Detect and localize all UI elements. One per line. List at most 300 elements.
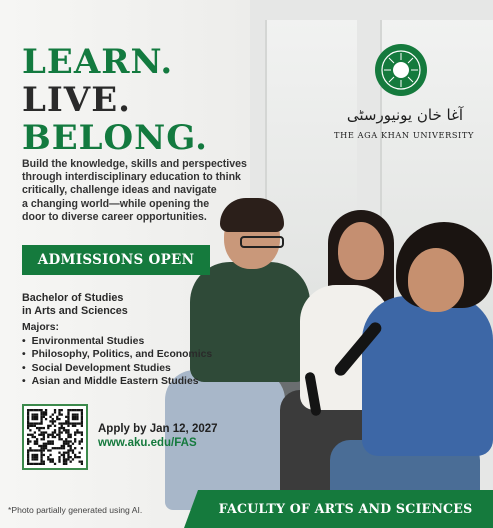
qr-module — [67, 456, 69, 458]
intro-line: door to diverse career opportunities. — [22, 210, 207, 223]
qr-module — [49, 454, 51, 456]
qr-module — [29, 463, 31, 465]
qr-module — [61, 454, 63, 456]
qr-module — [27, 422, 29, 424]
photo-student-1-glasses — [240, 236, 284, 248]
qr-module — [67, 425, 69, 427]
qr-module — [40, 422, 42, 424]
photo-student-3-shirt — [362, 296, 493, 456]
qr-module — [76, 429, 78, 431]
qr-module — [65, 443, 67, 445]
qr-module — [27, 440, 29, 442]
aku-seal-svg — [374, 43, 428, 97]
qr-module — [81, 463, 83, 465]
qr-module — [79, 456, 81, 458]
qr-module — [40, 447, 42, 449]
qr-module — [67, 434, 69, 436]
qr-module — [56, 434, 58, 436]
qr-module — [31, 425, 33, 427]
qr-module — [58, 431, 60, 433]
qr-module — [52, 443, 54, 445]
qr-module — [81, 461, 83, 463]
qr-module — [61, 447, 63, 449]
qr-module — [49, 440, 51, 442]
qr-module — [74, 454, 76, 456]
intro-line: Build the knowledge, skills and perspectives — [22, 158, 247, 170]
qr-module — [34, 454, 36, 456]
qr-module — [29, 422, 31, 424]
qr-module — [54, 431, 56, 433]
qr-module — [43, 436, 45, 438]
qr-module — [27, 452, 29, 454]
qr-module — [65, 458, 67, 460]
qr-module — [40, 420, 42, 422]
qr-module — [67, 440, 69, 442]
qr-module — [45, 409, 47, 411]
qr-module — [45, 413, 47, 415]
qr-module — [36, 409, 38, 411]
qr-module — [63, 456, 65, 458]
qr-module — [81, 413, 83, 415]
qr-module — [43, 427, 45, 429]
qr-module — [27, 427, 29, 429]
qr-module — [47, 425, 49, 427]
qr-module — [36, 416, 38, 418]
qr-module — [67, 429, 69, 431]
admissions-open-banner: ADMISSIONS OPEN — [22, 245, 210, 275]
qr-module — [34, 425, 36, 427]
intro-line: a changing world—while opening the — [22, 197, 210, 210]
qr-module — [81, 418, 83, 420]
website-link[interactable]: www.aku.edu/FAS — [98, 437, 197, 449]
qr-module — [49, 449, 51, 451]
qr-module — [81, 425, 83, 427]
qr-code[interactable] — [22, 404, 88, 470]
qr-module — [52, 458, 54, 460]
photo-student-2-head — [338, 222, 384, 280]
qr-module — [74, 440, 76, 442]
qr-module — [54, 420, 56, 422]
qr-module — [43, 411, 45, 413]
qr-module — [81, 434, 83, 436]
intro-line: through interdisciplinary education to think — [22, 171, 241, 184]
qr-module — [34, 413, 36, 415]
qr-module — [70, 440, 72, 442]
qr-module — [38, 409, 40, 411]
qr-module — [58, 436, 60, 438]
qr-module — [29, 434, 31, 436]
qr-module — [54, 411, 56, 413]
majors-list — [22, 335, 212, 389]
qr-module — [72, 413, 74, 415]
qr-module — [43, 438, 45, 440]
qr-module — [65, 463, 67, 465]
qr-module — [70, 456, 72, 458]
qr-module — [40, 434, 42, 436]
qr-module — [52, 436, 54, 438]
major-item: • Asian and Middle Eastern Studies — [22, 375, 212, 388]
faculty-footer: FACULTY OF ARTS AND SCIENCES — [198, 490, 493, 528]
qr-module — [49, 461, 51, 463]
qr-module — [76, 418, 78, 420]
qr-module — [27, 418, 29, 420]
qr-module — [61, 422, 63, 424]
major-item: • Environmental Studies — [22, 335, 212, 348]
photo-disclaimer: *Photo partially generated using AI. — [8, 505, 143, 515]
qr-module — [65, 420, 67, 422]
qr-module — [40, 458, 42, 460]
qr-module — [40, 463, 42, 465]
qr-module — [40, 416, 42, 418]
qr-module — [52, 420, 54, 422]
qr-module — [67, 422, 69, 424]
qr-module — [79, 452, 81, 454]
qr-module — [63, 429, 65, 431]
qr-module — [72, 422, 74, 424]
apply-deadline: Apply by Jan 12, 2027 — [98, 423, 218, 435]
qr-module — [63, 463, 65, 465]
photo-student-3-head — [408, 248, 464, 312]
qr-module — [58, 456, 60, 458]
qr-module — [45, 447, 47, 449]
university-name-urdu: آغا خان یونیورسٹی — [346, 106, 464, 124]
qr-module — [79, 443, 81, 445]
qr-module — [36, 418, 38, 420]
qr-module — [67, 416, 69, 418]
qr-module — [36, 454, 38, 456]
qr-module — [47, 443, 49, 445]
qr-module — [67, 454, 69, 456]
qr-module — [38, 427, 40, 429]
qr-module — [40, 413, 42, 415]
qr-module — [76, 422, 78, 424]
qr-module — [70, 461, 72, 463]
qr-module — [31, 409, 33, 411]
qr-module — [65, 440, 67, 442]
qr-module — [58, 409, 60, 411]
qr-module — [34, 431, 36, 433]
qr-module — [81, 440, 83, 442]
qr-module — [61, 409, 63, 411]
major-item: • Social Development Studies — [22, 362, 212, 375]
qr-module — [63, 445, 65, 447]
qr-module — [29, 449, 31, 451]
qr-module — [49, 443, 51, 445]
qr-module — [40, 454, 42, 456]
qr-module — [81, 438, 83, 440]
qr-module — [76, 456, 78, 458]
qr-module — [34, 418, 36, 420]
qr-module — [27, 458, 29, 460]
qr-module — [27, 416, 29, 418]
qr-module — [47, 427, 49, 429]
qr-module — [52, 434, 54, 436]
qr-module — [81, 409, 83, 411]
qr-module — [72, 458, 74, 460]
qr-module — [67, 445, 69, 447]
qr-module — [31, 436, 33, 438]
qr-module — [47, 458, 49, 460]
qr-module — [74, 425, 76, 427]
qr-module — [76, 409, 78, 411]
qr-module — [40, 409, 42, 411]
qr-module — [70, 434, 72, 436]
qr-module — [74, 418, 76, 420]
qr-module — [40, 452, 42, 454]
qr-module — [27, 425, 29, 427]
qr-module — [34, 449, 36, 451]
qr-module — [34, 443, 36, 445]
qr-module — [67, 420, 69, 422]
qr-module — [40, 445, 42, 447]
qr-module — [54, 429, 56, 431]
qr-module — [49, 458, 51, 460]
qr-module — [27, 409, 29, 411]
qr-module — [43, 449, 45, 451]
program-line: in Arts and Sciences — [22, 305, 128, 317]
qr-module — [31, 449, 33, 451]
qr-module — [38, 422, 40, 424]
qr-module — [56, 416, 58, 418]
qr-module — [36, 438, 38, 440]
qr-module — [49, 425, 51, 427]
qr-module — [74, 416, 76, 418]
qr-module — [63, 447, 65, 449]
headline-belong: BELONG. — [22, 118, 208, 158]
qr-module — [38, 434, 40, 436]
qr-code-icon — [27, 409, 83, 465]
qr-module — [54, 409, 56, 411]
qr-module — [72, 409, 74, 411]
qr-module — [31, 434, 33, 436]
qr-module — [34, 436, 36, 438]
qr-module — [34, 458, 36, 460]
qr-module — [27, 443, 29, 445]
qr-module — [81, 416, 83, 418]
qr-module — [61, 425, 63, 427]
qr-module — [38, 449, 40, 451]
qr-module — [27, 461, 29, 463]
qr-module — [40, 449, 42, 451]
qr-module — [67, 409, 69, 411]
qr-module — [36, 413, 38, 415]
qr-module — [65, 429, 67, 431]
majors-label: Majors: — [22, 322, 59, 333]
qr-module — [45, 443, 47, 445]
qr-module — [67, 458, 69, 460]
qr-module — [38, 429, 40, 431]
qr-module — [45, 431, 47, 433]
qr-module — [27, 420, 29, 422]
qr-module — [52, 413, 54, 415]
qr-module — [47, 436, 49, 438]
qr-module — [67, 443, 69, 445]
qr-module — [34, 463, 36, 465]
qr-module — [81, 431, 83, 433]
qr-module — [38, 445, 40, 447]
qr-module — [61, 445, 63, 447]
qr-module — [36, 458, 38, 460]
qr-module — [43, 447, 45, 449]
qr-module — [67, 411, 69, 413]
qr-module — [47, 434, 49, 436]
qr-module — [52, 461, 54, 463]
qr-module — [34, 409, 36, 411]
qr-module — [70, 436, 72, 438]
qr-module — [29, 447, 31, 449]
qr-module — [49, 416, 51, 418]
qr-module — [74, 431, 76, 433]
qr-module — [58, 438, 60, 440]
qr-module — [65, 461, 67, 463]
qr-module — [27, 411, 29, 413]
qr-module — [81, 411, 83, 413]
qr-module — [31, 422, 33, 424]
qr-module — [58, 434, 60, 436]
qr-module — [63, 422, 65, 424]
qr-module — [45, 418, 47, 420]
qr-module — [63, 443, 65, 445]
qr-module — [36, 427, 38, 429]
qr-module — [43, 416, 45, 418]
qr-module — [67, 452, 69, 454]
qr-module — [34, 456, 36, 458]
qr-module — [27, 463, 29, 465]
qr-module — [67, 431, 69, 433]
qr-module — [67, 436, 69, 438]
qr-module — [31, 463, 33, 465]
qr-module — [79, 431, 81, 433]
qr-module — [74, 409, 76, 411]
qr-module — [65, 416, 67, 418]
qr-module — [54, 447, 56, 449]
qr-module — [70, 445, 72, 447]
qr-module — [36, 463, 38, 465]
qr-module — [67, 418, 69, 420]
intro-line: critically, challenge ideas and navigate — [22, 184, 217, 197]
qr-module — [58, 452, 60, 454]
qr-module — [31, 458, 33, 460]
qr-module — [58, 461, 60, 463]
qr-module — [52, 418, 54, 420]
qr-module — [76, 431, 78, 433]
qr-module — [29, 409, 31, 411]
qr-module — [65, 431, 67, 433]
qr-module — [61, 413, 63, 415]
qr-module — [70, 409, 72, 411]
qr-module — [36, 422, 38, 424]
qr-module — [36, 443, 38, 445]
qr-module — [65, 422, 67, 424]
qr-module — [43, 454, 45, 456]
qr-module — [47, 440, 49, 442]
qr-module — [72, 425, 74, 427]
qr-module — [45, 445, 47, 447]
qr-module — [61, 431, 63, 433]
qr-module — [40, 418, 42, 420]
qr-module — [29, 440, 31, 442]
qr-module — [58, 429, 60, 431]
qr-module — [58, 427, 60, 429]
qr-module — [70, 447, 72, 449]
qr-module — [63, 461, 65, 463]
qr-module — [40, 438, 42, 440]
qr-module — [43, 443, 45, 445]
qr-module — [47, 449, 49, 451]
qr-module — [49, 434, 51, 436]
qr-module — [58, 447, 60, 449]
qr-module — [40, 461, 42, 463]
qr-module — [43, 431, 45, 433]
qr-module — [63, 458, 65, 460]
qr-module — [81, 422, 83, 424]
qr-module — [43, 463, 45, 465]
qr-module — [49, 420, 51, 422]
qr-module — [31, 418, 33, 420]
qr-module — [81, 420, 83, 422]
qr-module — [79, 440, 81, 442]
qr-module — [29, 425, 31, 427]
qr-module — [27, 434, 29, 436]
qr-module — [61, 438, 63, 440]
qr-module — [52, 431, 54, 433]
qr-module — [67, 449, 69, 451]
qr-module — [74, 413, 76, 415]
qr-module — [34, 416, 36, 418]
qr-module — [56, 447, 58, 449]
intro-text — [22, 158, 272, 224]
qr-module — [47, 456, 49, 458]
qr-module — [31, 454, 33, 456]
qr-module — [74, 438, 76, 440]
qr-module — [65, 452, 67, 454]
qr-module — [74, 434, 76, 436]
qr-module — [72, 452, 74, 454]
qr-module — [27, 413, 29, 415]
qr-module — [76, 413, 78, 415]
qr-module — [54, 436, 56, 438]
qr-module — [74, 422, 76, 424]
qr-module — [56, 418, 58, 420]
qr-module — [38, 463, 40, 465]
qr-module — [72, 416, 74, 418]
program-name — [22, 292, 128, 318]
qr-module — [74, 447, 76, 449]
qr-module — [76, 416, 78, 418]
qr-module — [31, 416, 33, 418]
qr-module — [58, 458, 60, 460]
qr-module — [63, 454, 65, 456]
qr-module — [40, 456, 42, 458]
qr-module — [52, 440, 54, 442]
aku-seal-icon — [374, 43, 428, 97]
qr-module — [54, 463, 56, 465]
qr-module — [54, 425, 56, 427]
major-item: • Philosophy, Politics, and Economics — [22, 348, 212, 361]
qr-module — [61, 427, 63, 429]
headline-live: LIVE. — [22, 80, 131, 120]
qr-module — [40, 427, 42, 429]
program-line: Bachelor of Studies — [22, 292, 124, 304]
qr-module — [63, 427, 65, 429]
headline-learn: LEARN. — [22, 42, 174, 82]
qr-module — [58, 418, 60, 420]
qr-module — [70, 449, 72, 451]
qr-module — [74, 456, 76, 458]
qr-module — [79, 409, 81, 411]
qr-module — [36, 440, 38, 442]
qr-module — [58, 422, 60, 424]
